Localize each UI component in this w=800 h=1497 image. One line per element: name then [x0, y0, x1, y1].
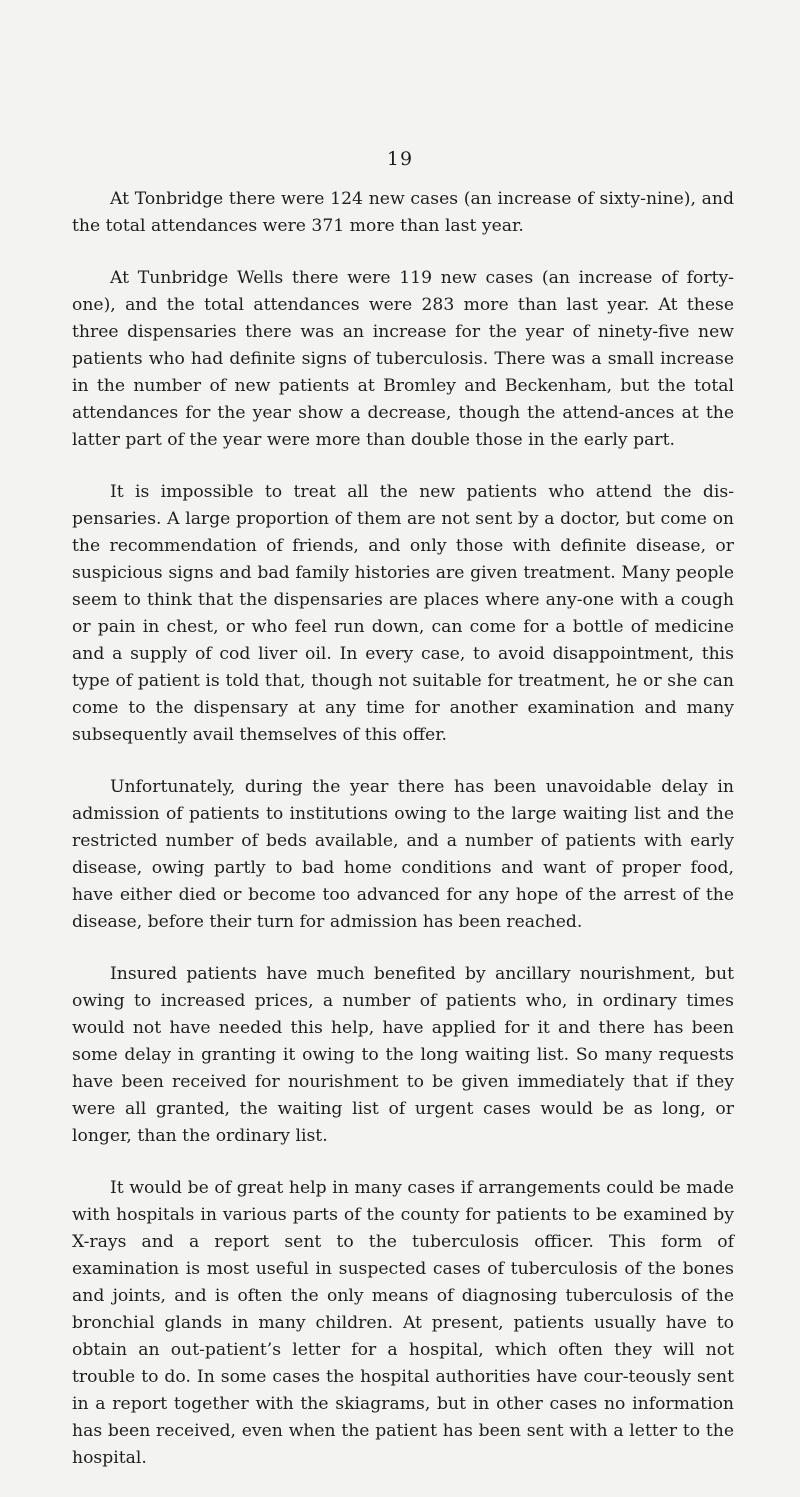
paragraph-nourishment: Insured patients have much benefited by ancillary nourishment, but owing to increased prices, a number of patients who, in ordinary times would not have needed this help, have applied for it and there has been some delay in granting it owing to the long waiting list. So many requests have been received for nourishment to be given immediately that if they were all granted, the waiting list of urgent cases would be as long, or longer, than the ordinary list.: [72, 964, 734, 1146]
paragraph-tunbridge-wells: At Tunbridge Wells there were 119 new cases (an increase of forty-one), and the total attendances were 283 more than last year. At these three dispensaries there was an increase for the year of ninety-five new patients who had definite signs of tuberculosis. There was a small increase in the number of new patients at Bromley and Beckenham, but the total attendances for the year show a decrease, though the attend-ances at the latter part of the year were more than double those in the early part.: [72, 268, 734, 450]
paragraph-treatment-policy: It is impossible to treat all the new patients who attend the dis-pensaries. A large proportion of them are not sent by a doctor, but come on the recommendation of friends, and only those with definite disease, or suspicious signs and bad family histories are given treatment. Many people seem to think that the dispensaries are places where any-one with a cough or pain in chest, or who feel run down, can come for a bottle of medicine and a supply of cod liver oil. In every case, to avoid disappointment, this type of patient is told that, though not suitable for treatment, he or she can come to the dispensary at any time for another examination and many subsequently avail themselves of this offer.: [72, 482, 734, 745]
page-number: 19: [386, 148, 414, 170]
paragraph-admission-delay: Unfortunately, during the year there has been unavoidable delay in admission of patients to institutions owing to the large waiting list and the restricted number of beds available, and a number of patients with early disease, owing partly to bad home conditions and want of proper food, have either died or become too advanced for any hope of the arrest of the disease, before their turn for admission has been reached.: [72, 777, 734, 932]
paragraph-x-rays: It would be of great help in many cases if arrangements could be made with hospitals in various parts of the county for patients to be examined by X-rays and a report sent to the tuberculosis officer. This form of examination is most useful in suspected cases of tuberculosis of the bones and joints, and is often the only means of diagnosing tuberculosis of the bronchial glands in many children. At present, patients usually have to obtain an out-patient’s letter for a hospital, which often they will not trouble to do. In some cases the hospital authorities have cour-teously sent in a report together with the skiagrams, but in other cases no information has been received, even when the patient has been sent with a letter to the hospital.: [72, 1178, 734, 1468]
paragraph-tonbridge: At Tonbridge there were 124 new cases (an increase of sixty-nine), and the total attendances were 371 more than last year.: [72, 189, 734, 236]
body-text: [72, 186, 734, 1497]
